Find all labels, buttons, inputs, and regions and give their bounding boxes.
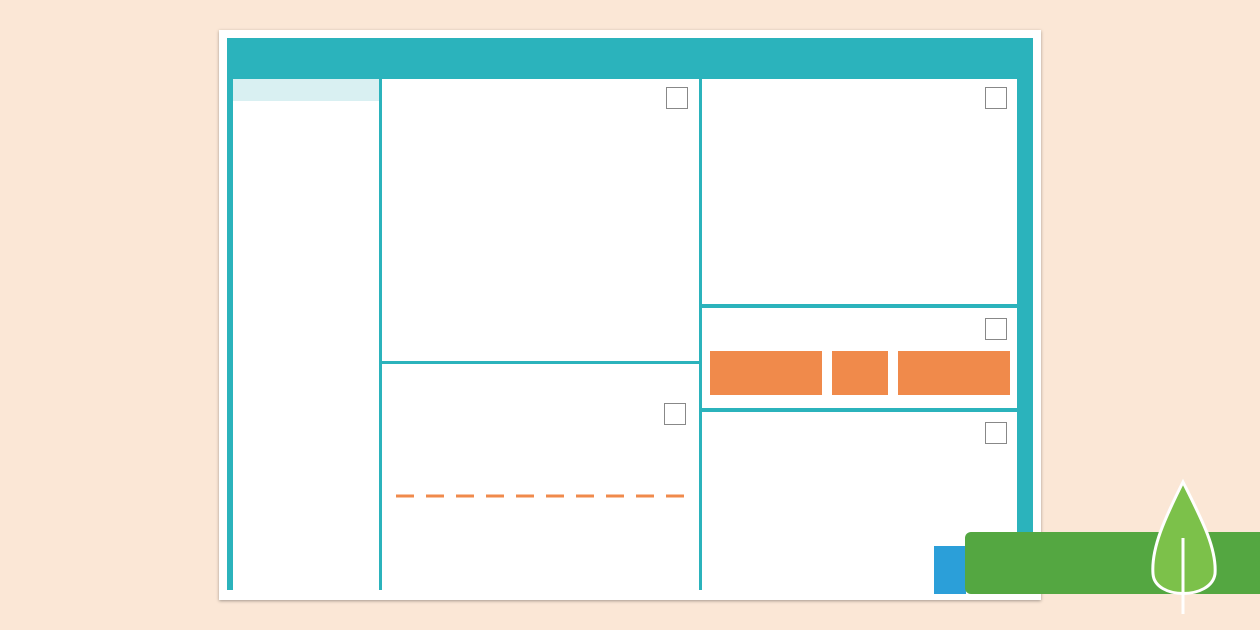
orange-dash-divider xyxy=(382,364,699,590)
compare-right-value xyxy=(898,351,1010,395)
compare-panel xyxy=(702,308,1017,408)
vocabulary-heading xyxy=(233,79,379,101)
order-fractions-panel xyxy=(382,79,699,361)
compare-left-value xyxy=(710,351,822,395)
compare-checkbox[interactable] xyxy=(985,318,1007,340)
eco-leaf-icon xyxy=(1145,478,1225,618)
poster-sheet xyxy=(219,30,1041,600)
vocabulary-panel xyxy=(233,79,379,590)
place-value-checkbox[interactable] xyxy=(985,87,1007,109)
fraction-number-lines xyxy=(382,79,699,361)
add-subtract-panel xyxy=(382,364,699,590)
poster-frame xyxy=(227,38,1033,590)
place-value-panel xyxy=(702,79,1017,304)
twinkl-logo xyxy=(934,546,966,594)
compare-symbol xyxy=(832,351,888,395)
